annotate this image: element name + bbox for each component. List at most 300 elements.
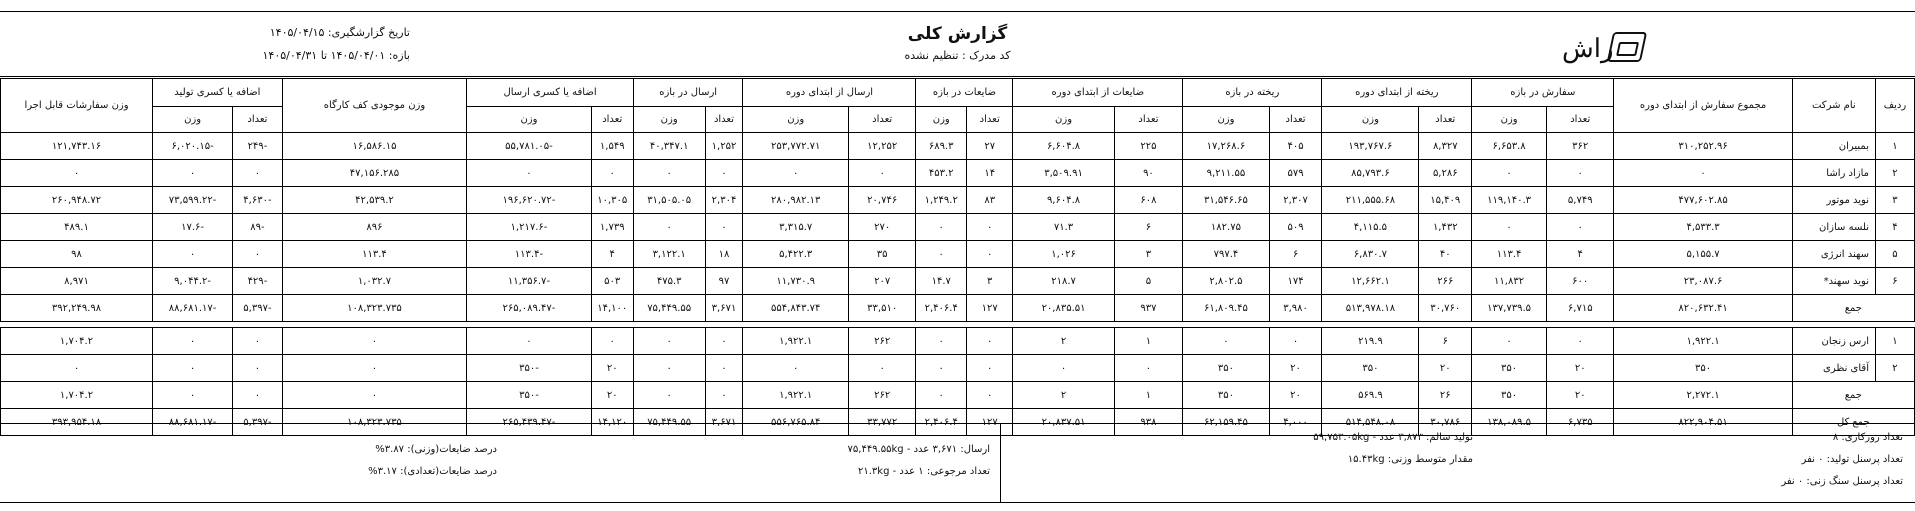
company-name-cell: نلسه سازان xyxy=(1792,214,1875,241)
sub-count: تعداد xyxy=(1114,107,1183,133)
cell-ct-c: ۲۶ xyxy=(1419,382,1472,409)
cell-sp-c: ۱۸ xyxy=(705,241,743,268)
cell-st-c: ۲۰,۷۴۶ xyxy=(848,187,915,214)
cell-wt-w: ۳,۵۰۹.۹۱ xyxy=(1013,160,1114,187)
cell-op-w: ۱۱,۸۳۲ xyxy=(1472,268,1547,295)
cell-sa-c: ۲۰ xyxy=(591,355,633,382)
cell-floor: ۱۰۸,۳۲۳.۷۳۵ xyxy=(282,295,467,322)
average-weight: مقدار متوسط وزنی: ۱۵.۴۳kg xyxy=(1347,454,1473,465)
row-number-cell: ۵ xyxy=(1875,241,1914,268)
col-waste-period: ضایعات در بازه xyxy=(916,79,1013,107)
work-days: تعداد روزکاری: ۸ xyxy=(1832,432,1903,443)
cell-wp-w: ۲,۴۰۶.۴ xyxy=(916,409,967,436)
cell-ct-w: ۸۵,۷۹۳.۶ xyxy=(1322,160,1419,187)
cell-op-c: ۵,۷۴۹ xyxy=(1547,187,1614,214)
cell-ct-w: ۲۱۹.۹ xyxy=(1322,328,1419,355)
cell-floor: ۴۷,۱۵۶.۲۸۵ xyxy=(282,160,467,187)
cell-sa-w: -۲۶۵,۰۸۹.۴۷ xyxy=(467,295,591,322)
cell-exec: ۱,۷۰۴.۲ xyxy=(1,328,153,355)
row-number-cell: ۴ xyxy=(1875,214,1914,241)
cell-pa-c: ۰ xyxy=(233,382,283,409)
report-table xyxy=(0,78,1915,436)
sub-count: تعداد xyxy=(233,107,283,133)
cell-pa-c: ۰ xyxy=(233,328,283,355)
cell-pa-w: ۰ xyxy=(153,241,233,268)
returned-summary: تعداد مرجوعی: ۱ عدد - ۲۱.۳kg xyxy=(858,466,990,477)
cell-exec: ۰ xyxy=(1,355,153,382)
cell-st-w: ۱۱,۷۳۰.۹ xyxy=(743,268,848,295)
cell-wt-w: ۷۱.۳ xyxy=(1013,214,1114,241)
cell-floor: ۸۹۶ xyxy=(282,214,467,241)
report-footer xyxy=(0,423,1915,503)
cell-wt-w: ۲۱۸.۷ xyxy=(1013,268,1114,295)
row-number-cell: ۱ xyxy=(1875,133,1914,160)
cell-sp-c: ۰ xyxy=(705,328,743,355)
cell-exec: ۰ xyxy=(1,160,153,187)
cell-cp-c: ۳,۹۸۰ xyxy=(1269,295,1322,322)
cell-op-c: ۰ xyxy=(1547,328,1614,355)
cell-wp-w: ۱,۲۴۹.۲ xyxy=(916,187,967,214)
cell-st-c: ۳۳,۷۷۲ xyxy=(848,409,915,436)
cell-op-w: ۳۵۰ xyxy=(1472,382,1547,409)
col-sent-total: ارسال از ابتدای دوره xyxy=(743,79,916,107)
cell-wp-c: ۰ xyxy=(967,382,1013,409)
cell-sa-c: ۰ xyxy=(591,328,633,355)
cell-exec: ۱۲۱,۷۴۳.۱۶ xyxy=(1,133,153,160)
cell-sa-w: -۳۵۰ xyxy=(467,382,591,409)
table-row xyxy=(1,187,1915,214)
cell-sp-c: ۳,۶۷۱ xyxy=(705,295,743,322)
cell-floor: ۱۱۳.۴ xyxy=(282,241,467,268)
cell-sa-w: -۱۱۳.۴ xyxy=(467,241,591,268)
cell-ct-c: ۸,۳۲۷ xyxy=(1419,133,1472,160)
sub-count: تعداد xyxy=(1419,107,1472,133)
sub-count: تعداد xyxy=(967,107,1013,133)
cell-wp-c: ۸۳ xyxy=(967,187,1013,214)
cell-wt-w: ۲ xyxy=(1013,382,1114,409)
cell-wt-w: ۹,۶۰۴.۸ xyxy=(1013,187,1114,214)
cell-wt-w: ۱,۰۲۶ xyxy=(1013,241,1114,268)
cell-cp-c: ۶ xyxy=(1269,241,1322,268)
col-sent-period: ارسال در بازه xyxy=(633,79,743,107)
cell-sp-c: ۰ xyxy=(705,382,743,409)
cell-cp-c: ۴,۰۰۰ xyxy=(1269,409,1322,436)
production-staff: تعداد پرسنل تولید: ۰ نفر xyxy=(1801,454,1903,465)
cell-sa-c: ۲۰ xyxy=(591,382,633,409)
cell-op-c: ۰ xyxy=(1547,214,1614,241)
cell-pa-c: -۵,۳۹۷ xyxy=(233,295,283,322)
cell-order-total: ۳۵۰ xyxy=(1614,355,1792,382)
document-code: کد مدرک : تنظیم نشده xyxy=(904,49,1011,62)
cell-ct-w: ۳۵۰ xyxy=(1322,355,1419,382)
cell-op-w: ۱۳۸,۰۸۹.۵ xyxy=(1472,409,1547,436)
cell-sa-w: ۰ xyxy=(467,160,591,187)
cell-pa-w: -۱۷.۶ xyxy=(153,214,233,241)
cell-order-total: ۸۲۰,۶۳۲.۴۱ xyxy=(1614,295,1792,322)
cell-order-total: ۴,۵۳۳.۳ xyxy=(1614,214,1792,241)
cell-floor: ۱۶,۵۸۶.۱۵ xyxy=(282,133,467,160)
cell-wt-c: ۱ xyxy=(1114,328,1183,355)
cell-cp-w: ۳۱,۵۴۶.۶۵ xyxy=(1183,187,1269,214)
cell-sp-w: ۴۷۵.۳ xyxy=(633,268,705,295)
cell-ct-w: ۲۱۱,۵۵۵.۶۸ xyxy=(1322,187,1419,214)
cell-st-c: ۲۷۰ xyxy=(848,214,915,241)
cell-cp-w: ۱۷,۲۶۸.۶ xyxy=(1183,133,1269,160)
row-number-cell: ۱ xyxy=(1875,328,1914,355)
cell-pa-w: -۷۳,۵۹۹.۲۲ xyxy=(153,187,233,214)
cell-wt-w: ۲۰,۸۳۷.۵۱ xyxy=(1013,409,1114,436)
cell-pa-w: ۰ xyxy=(153,382,233,409)
cell-pa-w: ۰ xyxy=(153,355,233,382)
logo-text: راش xyxy=(1562,34,1614,64)
cell-pa-w: -۸۸,۶۸۱.۱۷ xyxy=(153,409,233,436)
cell-wt-c: ۹۳۸ xyxy=(1114,409,1183,436)
cell-st-w: ۱,۹۲۲.۱ xyxy=(743,382,848,409)
table-row xyxy=(1,160,1915,187)
cell-wt-c: ۶۰۸ xyxy=(1114,187,1183,214)
col-cast-period: ریخته در بازه xyxy=(1183,79,1322,107)
cell-st-w: ۰ xyxy=(743,355,848,382)
cell-ct-c: ۴۰ xyxy=(1419,241,1472,268)
cell-wt-w: ۶,۶۰۴.۸ xyxy=(1013,133,1114,160)
cell-ct-c: ۳۰,۷۸۶ xyxy=(1419,409,1472,436)
cell-pa-w: ۰ xyxy=(153,328,233,355)
cell-order-total: ۲۳,۰۸۷.۶ xyxy=(1614,268,1792,295)
cell-wp-c: ۱۴ xyxy=(967,160,1013,187)
cell-order-total: ۵,۱۵۵.۷ xyxy=(1614,241,1792,268)
table-row xyxy=(1,328,1915,355)
cell-pa-c: ۰ xyxy=(233,160,283,187)
report-title: گزارش کلی xyxy=(907,24,1008,44)
cell-ct-w: ۵۱۴,۵۴۸.۰۸ xyxy=(1322,409,1419,436)
cell-order-total: ۴۷۷,۶۰۲.۸۵ xyxy=(1614,187,1792,214)
cell-sa-c: ۱۴,۱۰۰ xyxy=(591,295,633,322)
cell-ct-w: ۱۹۳,۷۶۷.۶ xyxy=(1322,133,1419,160)
company-name-cell: نوید سهند* xyxy=(1792,268,1875,295)
cell-op-w: ۰ xyxy=(1472,328,1547,355)
cell-sa-c: ۱,۵۴۹ xyxy=(591,133,633,160)
cell-st-c: ۰ xyxy=(848,160,915,187)
cell-op-w: ۶,۶۵۳.۸ xyxy=(1472,133,1547,160)
cell-wt-w: ۲ xyxy=(1013,328,1114,355)
table-row xyxy=(1,355,1915,382)
sub-weight: وزن xyxy=(153,107,233,133)
cell-wt-w: ۲۰,۸۳۵.۵۱ xyxy=(1013,295,1114,322)
grinding-staff: تعداد پرسنل سنگ زنی: ۰ نفر xyxy=(1781,476,1903,487)
cell-cp-c: ۴۰۵ xyxy=(1269,133,1322,160)
cell-pa-w: -۶,۰۲۰.۱۵ xyxy=(153,133,233,160)
cell-st-c: ۳۵ xyxy=(848,241,915,268)
cell-sp-w: ۷۵,۴۴۹.۵۵ xyxy=(633,295,705,322)
cell-ct-c: ۱,۴۳۲ xyxy=(1419,214,1472,241)
waste-count-percent: درصد ضایعات(تعدادی): ۳.۱۷% xyxy=(368,466,497,477)
cell-order-total: ۸۲۲,۹۰۴.۵۱ xyxy=(1614,409,1792,436)
cell-sp-w: ۰ xyxy=(633,382,705,409)
col-cast-total: ریخته از ابتدای دوره xyxy=(1322,79,1472,107)
cell-st-c: ۰ xyxy=(848,355,915,382)
cell-sp-c: ۳,۶۷۱ xyxy=(705,409,743,436)
cell-sp-w: ۰ xyxy=(633,328,705,355)
cell-op-c: ۶,۷۳۵ xyxy=(1547,409,1614,436)
cell-sp-c: ۲,۳۰۴ xyxy=(705,187,743,214)
cell-sp-c: ۰ xyxy=(705,160,743,187)
total-label: جمع xyxy=(1792,382,1914,409)
waste-weight-percent: درصد ضایعات(وزنی): ۳.۸۷% xyxy=(375,444,497,455)
cell-sp-c: ۱,۲۵۲ xyxy=(705,133,743,160)
cell-cp-w: ۷۹۷.۴ xyxy=(1183,241,1269,268)
cell-st-c: ۲۶۲ xyxy=(848,328,915,355)
cell-sp-w: ۰ xyxy=(633,214,705,241)
cell-cp-c: ۲,۳۰۷ xyxy=(1269,187,1322,214)
cell-pa-c: -۲۴۹ xyxy=(233,133,283,160)
cell-wp-w: ۰ xyxy=(916,214,967,241)
col-prod-adjust: اضافه یا کسری تولید xyxy=(153,79,283,107)
sent-summary: ارسال: ۳,۶۷۱ عدد - ۷۵,۴۴۹.۵۵kg xyxy=(847,444,990,455)
sub-weight: وزن xyxy=(1322,107,1419,133)
cell-wp-w: ۴۵۳.۲ xyxy=(916,160,967,187)
header-row-1 xyxy=(1,79,1915,107)
cell-wp-w: ۰ xyxy=(916,328,967,355)
cell-wt-c: ۳ xyxy=(1114,241,1183,268)
cell-sp-w: ۷۵,۴۴۹.۵۵ xyxy=(633,409,705,436)
cell-wt-c: ۶ xyxy=(1114,214,1183,241)
cell-pa-c: -۴,۶۳۰ xyxy=(233,187,283,214)
cell-st-w: ۱,۹۲۲.۱ xyxy=(743,328,848,355)
cell-exec: ۴۸۹.۱ xyxy=(1,214,153,241)
cell-exec: ۳۹۲,۲۴۹.۹۸ xyxy=(1,295,153,322)
sub-weight: وزن xyxy=(743,107,848,133)
col-sent-adjust: اضافه یا کسری ارسال xyxy=(467,79,634,107)
cell-op-w: ۳۵۰ xyxy=(1472,355,1547,382)
cell-wp-w: ۰ xyxy=(916,382,967,409)
sub-count: تعداد xyxy=(1547,107,1614,133)
sub-weight: وزن xyxy=(1183,107,1269,133)
cell-st-w: ۵۵۶,۷۶۵.۸۴ xyxy=(743,409,848,436)
cell-cp-w: ۲,۸۰۲.۵ xyxy=(1183,268,1269,295)
cell-floor: ۱۰۸,۳۲۳.۷۳۵ xyxy=(282,409,467,436)
company-name-cell: مازاد راشا xyxy=(1792,160,1875,187)
cell-op-c: ۴ xyxy=(1547,241,1614,268)
cell-cp-c: ۵۷۹ xyxy=(1269,160,1322,187)
cell-pa-w: -۹,۰۴۴.۲ xyxy=(153,268,233,295)
cell-op-w: ۰ xyxy=(1472,214,1547,241)
cell-floor: ۰ xyxy=(282,382,467,409)
cell-sa-w: -۲۶۵,۴۳۹.۴۷ xyxy=(467,409,591,436)
cell-wt-c: ۹۳۷ xyxy=(1114,295,1183,322)
cell-pa-w: -۸۸,۶۸۱.۱۷ xyxy=(153,295,233,322)
company-name-cell: نوید موتور xyxy=(1792,187,1875,214)
report-date: تاریخ گزارشگیری: ۱۴۰۵/۰۴/۱۵ xyxy=(269,26,410,39)
cell-exec: ۱,۷۰۴.۲ xyxy=(1,382,153,409)
cell-wt-w: ۰ xyxy=(1013,355,1114,382)
cell-sp-c: ۹۷ xyxy=(705,268,743,295)
cell-op-w: ۱۱۳.۴ xyxy=(1472,241,1547,268)
cell-sp-w: ۳۱,۵۰۵.۰۵ xyxy=(633,187,705,214)
healthy-output: تولید سالم: ۳,۸۷۳ عدد - ۵۹,۷۵۳.۰۵kg xyxy=(1313,432,1473,443)
cell-exec: ۳۹۳,۹۵۴.۱۸ xyxy=(1,409,153,436)
cell-sa-w: ۰ xyxy=(467,328,591,355)
cell-sa-c: ۵۰۳ xyxy=(591,268,633,295)
cell-sa-c: ۱۰,۳۰۵ xyxy=(591,187,633,214)
col-company: نام شرکت xyxy=(1792,79,1875,133)
cell-sp-w: ۳,۱۲۲.۱ xyxy=(633,241,705,268)
cell-order-total: ۲,۲۷۲.۱ xyxy=(1614,382,1792,409)
cell-exec: ۸,۹۷۱ xyxy=(1,268,153,295)
company-name-cell: آقای نظری xyxy=(1792,355,1875,382)
cell-pa-c: -۸۹ xyxy=(233,214,283,241)
cell-ct-w: ۵۶۹.۹ xyxy=(1322,382,1419,409)
company-logo xyxy=(1562,24,1662,74)
report-period: بازه: ۱۴۰۵/۰۴/۰۱ تا ۱۴۰۵/۰۴/۳۱ xyxy=(262,49,410,62)
cell-cp-w: ۶۲,۱۵۹.۴۵ xyxy=(1183,409,1269,436)
col-executable-orders: وزن سفارشات قابل اجرا xyxy=(1,79,153,133)
cell-cp-c: ۱۷۴ xyxy=(1269,268,1322,295)
cell-wp-c: ۰ xyxy=(967,355,1013,382)
cell-wt-c: ۲۲۵ xyxy=(1114,133,1183,160)
cell-wp-c: ۰ xyxy=(967,241,1013,268)
cell-sa-w: -۱,۲۱۷.۶ xyxy=(467,214,591,241)
cell-ct-c: ۲۶۶ xyxy=(1419,268,1472,295)
cell-order-total: ۰ xyxy=(1614,160,1792,187)
cell-sa-w: -۱۹۶,۶۲۰.۷۲ xyxy=(467,187,591,214)
cell-floor: ۱,۰۳۲.۷ xyxy=(282,268,467,295)
cell-cp-c: ۵۰۹ xyxy=(1269,214,1322,241)
col-waste-total: ضایعات از ابتدای دوره xyxy=(1013,79,1183,107)
cell-st-w: ۰ xyxy=(743,160,848,187)
cell-order-total: ۳۱۰,۲۵۲.۹۶ xyxy=(1614,133,1792,160)
total-row xyxy=(1,382,1915,409)
cell-cp-w: ۳۵۰ xyxy=(1183,355,1269,382)
cell-st-c: ۲۶۲ xyxy=(848,382,915,409)
cell-sa-c: ۰ xyxy=(591,160,633,187)
cell-st-w: ۲۸۰,۹۸۲.۱۳ xyxy=(743,187,848,214)
cell-sp-w: ۴۰,۳۴۷.۱ xyxy=(633,133,705,160)
cell-ct-c: ۳۰,۷۶۰ xyxy=(1419,295,1472,322)
cell-wp-c: ۲۷ xyxy=(967,133,1013,160)
cell-cp-c: ۲۰ xyxy=(1269,382,1322,409)
report-header xyxy=(0,11,1915,77)
cell-st-c: ۱۲,۲۵۲ xyxy=(848,133,915,160)
cell-sa-w: -۵۵,۷۸۱.۰۵ xyxy=(467,133,591,160)
sub-count: تعداد xyxy=(1269,107,1322,133)
row-number-cell: ۲ xyxy=(1875,355,1914,382)
cell-sp-w: ۰ xyxy=(633,160,705,187)
cell-cp-w: ۱۸۲.۷۵ xyxy=(1183,214,1269,241)
cell-pa-c: -۴۲۹ xyxy=(233,268,283,295)
cell-cp-w: ۰ xyxy=(1183,328,1269,355)
cell-sa-w: -۳۵۰ xyxy=(467,355,591,382)
cell-wp-c: ۱۲۷ xyxy=(967,409,1013,436)
total-label: جمع کل xyxy=(1792,409,1914,436)
cell-sp-c: ۰ xyxy=(705,355,743,382)
cell-sa-c: ۱۴,۱۲۰ xyxy=(591,409,633,436)
cell-floor: ۰ xyxy=(282,355,467,382)
sub-weight: وزن xyxy=(1472,107,1547,133)
cell-wp-w: ۰ xyxy=(916,355,967,382)
cell-st-w: ۳,۳۱۵.۷ xyxy=(743,214,848,241)
cell-wp-c: ۱۲۷ xyxy=(967,295,1013,322)
cell-wp-w: ۶۸۹.۳ xyxy=(916,133,967,160)
cell-cp-c: ۰ xyxy=(1269,328,1322,355)
logo-mark-icon xyxy=(1607,32,1647,62)
cell-wt-c: ۹۰ xyxy=(1114,160,1183,187)
cell-ct-w: ۵۱۳,۹۷۸.۱۸ xyxy=(1322,295,1419,322)
cell-wp-c: ۳ xyxy=(967,268,1013,295)
cell-ct-c: ۱۵,۴۰۹ xyxy=(1419,187,1472,214)
cell-sp-w: ۰ xyxy=(633,355,705,382)
cell-op-c: ۶۰۰ xyxy=(1547,268,1614,295)
company-name-cell: ارس زنجان xyxy=(1792,328,1875,355)
cell-st-c: ۳۳,۵۱۰ xyxy=(848,295,915,322)
table-row xyxy=(1,241,1915,268)
cell-op-c: ۲۰ xyxy=(1547,355,1614,382)
sub-count: تعداد xyxy=(591,107,633,133)
cell-cp-c: ۲۰ xyxy=(1269,355,1322,382)
cell-sa-c: ۴ xyxy=(591,241,633,268)
cell-ct-c: ۲۰ xyxy=(1419,355,1472,382)
company-name-cell: سهند انرژی xyxy=(1792,241,1875,268)
cell-op-c: ۲۰ xyxy=(1547,382,1614,409)
cell-op-c: ۶,۷۱۵ xyxy=(1547,295,1614,322)
cell-sp-c: ۰ xyxy=(705,214,743,241)
row-number-cell: ۶ xyxy=(1875,268,1914,295)
cell-ct-c: ۶ xyxy=(1419,328,1472,355)
table-body xyxy=(1,133,1915,436)
sub-count: تعداد xyxy=(705,107,743,133)
total-row xyxy=(1,295,1915,322)
cell-sa-w: -۱۱,۳۵۶.۷ xyxy=(467,268,591,295)
cell-op-w: ۰ xyxy=(1472,160,1547,187)
cell-wt-c: ۱ xyxy=(1114,382,1183,409)
row-number-cell: ۳ xyxy=(1875,187,1914,214)
cell-wt-c: ۵ xyxy=(1114,268,1183,295)
cell-pa-c: -۵,۳۹۷ xyxy=(233,409,283,436)
cell-pa-w: ۰ xyxy=(153,160,233,187)
cell-op-c: ۰ xyxy=(1547,160,1614,187)
cell-exec: ۹۸ xyxy=(1,241,153,268)
cell-wt-c: ۰ xyxy=(1114,355,1183,382)
sub-weight: وزن xyxy=(916,107,967,133)
cell-wp-c: ۰ xyxy=(967,328,1013,355)
col-order-total: مجموع سفارش از ابتدای دوره xyxy=(1614,79,1792,133)
cell-wp-w: ۲,۴۰۶.۴ xyxy=(916,295,967,322)
cell-ct-w: ۱۲,۶۶۲.۱ xyxy=(1322,268,1419,295)
cell-wp-w: ۱۴.۷ xyxy=(916,268,967,295)
col-row-number: ردیف xyxy=(1875,79,1914,133)
cell-ct-w: ۶,۸۳۰.۷ xyxy=(1322,241,1419,268)
company-name-cell: بمبیران xyxy=(1792,133,1875,160)
cell-cp-w: ۶۱,۸۰۹.۴۵ xyxy=(1183,295,1269,322)
cell-st-c: ۲۰۷ xyxy=(848,268,915,295)
cell-st-w: ۵۵۴,۸۴۳.۷۴ xyxy=(743,295,848,322)
cell-pa-c: ۰ xyxy=(233,241,283,268)
sub-count: تعداد xyxy=(848,107,915,133)
cell-op-c: ۳۶۲ xyxy=(1547,133,1614,160)
cell-order-total: ۱,۹۲۲.۱ xyxy=(1614,328,1792,355)
cell-floor: ۰ xyxy=(282,328,467,355)
cell-op-w: ۱۱۹,۱۴۰.۳ xyxy=(1472,187,1547,214)
cell-cp-w: ۹,۲۱۱.۵۵ xyxy=(1183,160,1269,187)
cell-wp-w: ۰ xyxy=(916,241,967,268)
cell-st-w: ۲۵۳,۷۷۲.۷۱ xyxy=(743,133,848,160)
cell-op-w: ۱۳۷,۷۳۹.۵ xyxy=(1472,295,1547,322)
cell-floor: ۴۲,۵۳۹.۲ xyxy=(282,187,467,214)
cell-ct-c: ۵,۲۸۶ xyxy=(1419,160,1472,187)
cell-exec: ۲۶۰,۹۴۸.۷۲ xyxy=(1,187,153,214)
sub-weight: وزن xyxy=(467,107,591,133)
total-label: جمع xyxy=(1792,295,1914,322)
row-number-cell: ۲ xyxy=(1875,160,1914,187)
